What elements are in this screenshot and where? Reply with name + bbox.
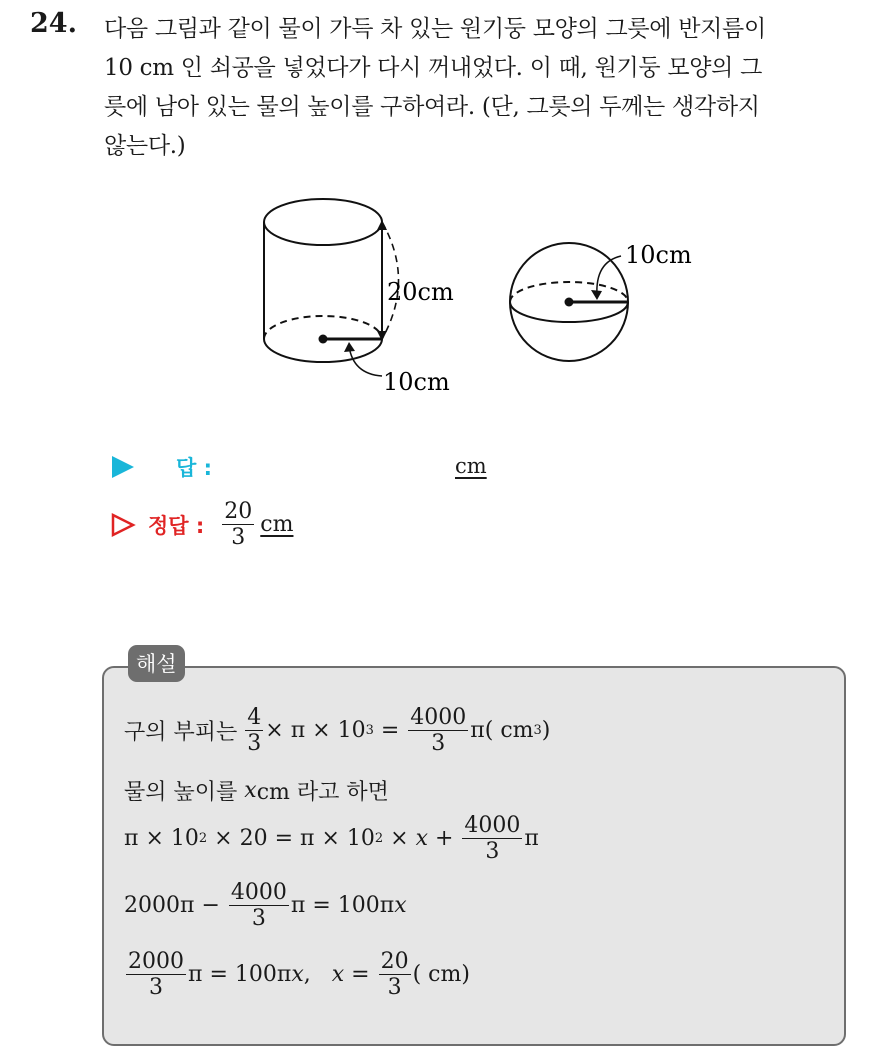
question-line: 않는다.) bbox=[104, 133, 186, 159]
answer-unit: cm bbox=[455, 454, 487, 478]
text: , bbox=[303, 962, 332, 988]
sphere-center-dot bbox=[565, 298, 574, 307]
text: π = 100π bbox=[188, 962, 292, 988]
solution-line-3 bbox=[124, 814, 539, 863]
fraction: $\frac{2000}{3}$ bbox=[128, 949, 184, 1001]
fraction-numerator: 20 bbox=[224, 499, 253, 524]
question-line: 10 cm 인 쇠공을 넣었다가 다시 꺼내었다. 이 때, 원기둥 모양의 그 bbox=[104, 55, 763, 81]
solution-line-4 bbox=[124, 881, 407, 930]
fraction: $\frac{4000}{3}$ bbox=[230, 880, 287, 932]
correct-answer-label: 정답 : bbox=[148, 513, 205, 538]
variable: x bbox=[291, 962, 304, 988]
variable: x bbox=[415, 826, 428, 852]
cylinder-sphere-figure bbox=[245, 190, 715, 405]
text: π = 100π bbox=[290, 893, 395, 919]
question-number: 24. bbox=[30, 8, 77, 39]
question-line: 다음 그림과 같이 물이 가득 차 있는 원기둥 모양의 그릇에 반지름이 bbox=[104, 16, 766, 42]
answer-fraction bbox=[222, 500, 254, 549]
text: ( cm) bbox=[412, 962, 470, 988]
question-line: 릇에 남아 있는 물의 높이를 구하여라. (단, 그릇의 두께는 생각하지 bbox=[104, 94, 760, 120]
cylinder-top-ellipse bbox=[264, 199, 382, 245]
fraction: $\frac{4}{3}$ bbox=[247, 705, 262, 757]
height-arrowhead-top bbox=[377, 220, 387, 230]
text: + bbox=[428, 826, 461, 852]
exponent: 2 bbox=[374, 831, 384, 847]
fraction: $\frac{4000}{3}$ bbox=[464, 813, 521, 865]
text: cm 라고 하면 bbox=[256, 780, 389, 805]
question-text bbox=[104, 10, 864, 166]
solution-line-5 bbox=[124, 950, 470, 999]
text: = bbox=[373, 718, 407, 744]
correct-answer-row bbox=[110, 500, 293, 549]
correct-answer-unit: cm bbox=[260, 512, 294, 538]
text: × π × 10 bbox=[265, 718, 366, 744]
exponent: 2 bbox=[198, 831, 208, 847]
text: π( cm bbox=[470, 718, 534, 744]
cylinder-radius-label: 10cm bbox=[383, 368, 450, 396]
solution-line-1 bbox=[124, 706, 550, 755]
text: × 20 = π × 10 bbox=[207, 826, 375, 852]
exponent: 3 bbox=[533, 723, 542, 739]
fraction-denominator: 3 bbox=[231, 525, 246, 551]
variable: x bbox=[244, 778, 257, 803]
fraction: $\frac{4000}{3}$ bbox=[410, 705, 467, 757]
correct-answer-value bbox=[220, 500, 293, 549]
answer-row bbox=[110, 452, 212, 482]
text: ) bbox=[541, 718, 551, 744]
text: 구의 부피는 bbox=[124, 720, 238, 746]
text: × bbox=[383, 826, 416, 852]
sphere-radius-label: 10cm bbox=[625, 241, 692, 269]
variable: x bbox=[331, 962, 345, 988]
text: π bbox=[524, 826, 539, 852]
filled-triangle-icon bbox=[110, 454, 136, 480]
answer-label: 답 : bbox=[176, 456, 212, 480]
text: 물의 높이를 bbox=[124, 780, 238, 805]
text: 2000π − bbox=[124, 893, 227, 919]
cylinder-center-dot bbox=[319, 335, 328, 344]
solution-tag: 해설 bbox=[128, 645, 185, 682]
fraction: $\frac{20}{3}$ bbox=[380, 949, 409, 1001]
cylinder-height-label: 20cm bbox=[387, 278, 454, 306]
outline-triangle-icon bbox=[110, 512, 136, 538]
text: = bbox=[344, 962, 377, 988]
exponent: 3 bbox=[365, 723, 374, 739]
cylinder-arrowhead bbox=[344, 342, 355, 352]
solution-line-2 bbox=[124, 775, 389, 806]
sphere-arrowhead bbox=[591, 290, 602, 300]
text: π × 10 bbox=[124, 826, 199, 852]
variable: x bbox=[394, 893, 407, 919]
